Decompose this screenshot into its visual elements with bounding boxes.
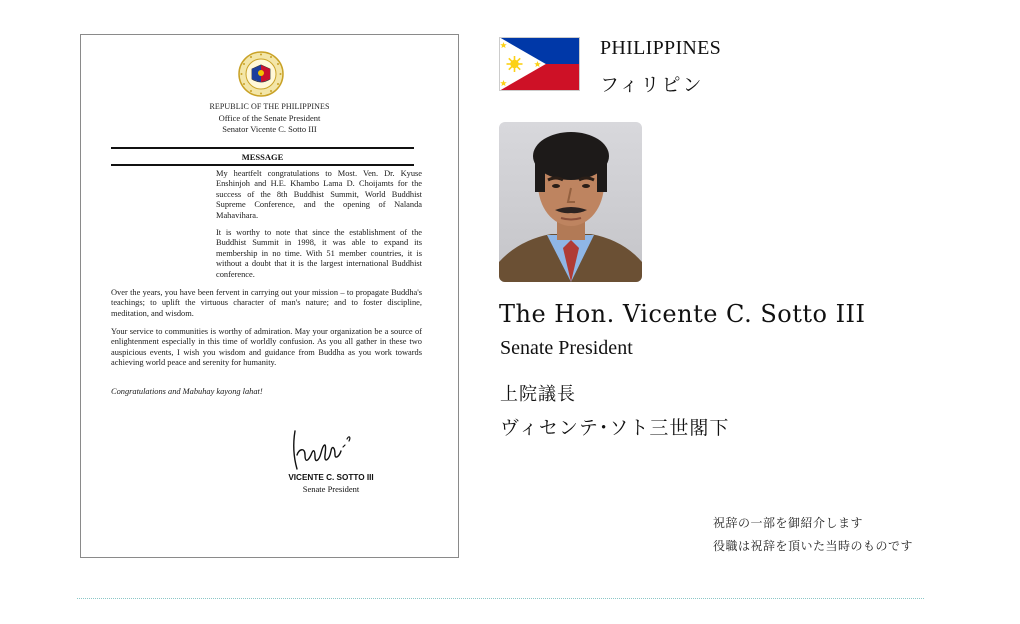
- note-position-disclaimer: 役職は祝辞を頂いた当時のものです: [713, 539, 914, 553]
- letter-closing: Congratulations and Mabuhay kayong lahat!: [111, 387, 263, 396]
- message-rule-bottom: [111, 164, 414, 166]
- honoree-name-ja: ヴィセンテ･ソト三世閣下: [500, 417, 730, 439]
- senate-seal-icon: [238, 51, 284, 97]
- letterhead-office: Office of the Senate President: [218, 113, 321, 123]
- philippines-flag-icon: [499, 37, 580, 91]
- message-rule-top: [111, 147, 414, 149]
- letter-paragraph-3: Over the years, you have been fervent in carrying out your mission – to propagate Buddha's teachings; to uplift the virtuous character of man's nature; and to foster discipline, meditation, and wisdom.: [111, 288, 422, 318]
- honoree-title-en: Senate President: [500, 337, 633, 359]
- portrait-photo: [499, 122, 642, 282]
- country-name-ja: フィリピン: [600, 74, 704, 96]
- note-excerpt: 祝辞の一部を御紹介します: [713, 516, 864, 530]
- letter-paragraph-1: My heartfelt congratulations to Most. Ven. Dr. Kyuse Enshinjoh and H.E. Khambo Lama D. Choijamts for the success of the 8th Buddhist Summit, World Buddhist Supreme Conference, and the opening of Nalanda Mahavihara.: [216, 169, 422, 220]
- message-title: MESSAGE: [241, 152, 284, 162]
- honoree-name-en: The Hon. Vicente C. Sotto III: [499, 300, 866, 328]
- letterhead-senator: Senator Vicente C. Sotto III: [222, 124, 317, 134]
- letter-paragraph-4: Your service to communities is worthy of admiration. May your organization be a source of enlightenment especially in this time of worldly confusion. As you all gather in these two auspicious events, I wish you wisdom and guidance from Buddha as you work towards achieving world peace and serenity for humanity.: [111, 327, 422, 368]
- bottom-divider: [77, 598, 924, 599]
- honoree-title-ja: 上院議長: [500, 384, 576, 405]
- signatory-title: Senate President: [302, 484, 360, 494]
- handwritten-signature: [285, 425, 361, 475]
- signatory-name: VICENTE C. SOTTO III: [288, 473, 374, 482]
- letter-paragraph-2: It is worthy to note that since the establishment of the Buddhist Summit in 1998, it was able to expand its membership in no time. With 51 member countries, it is without a doubt that it is the largest international Buddhist conference.: [216, 228, 422, 279]
- letterhead-republic: REPUBLIC OF THE PHILIPPINES: [209, 102, 330, 111]
- country-name-en: PHILIPPINES: [600, 37, 722, 59]
- message-letter: [80, 34, 459, 558]
